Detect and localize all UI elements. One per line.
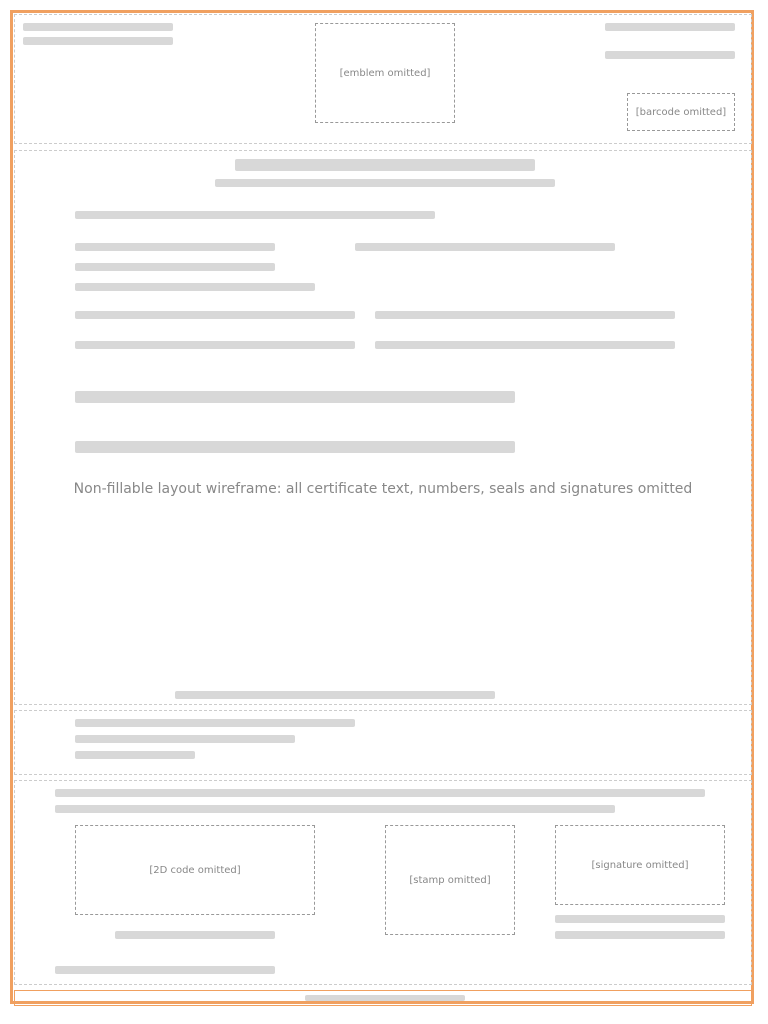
field-placeholder: [355, 243, 615, 251]
field-placeholder: [175, 691, 495, 699]
detail-line-placeholder: [75, 751, 195, 759]
detail-line-placeholder: [75, 719, 355, 727]
subtitle-placeholder: [215, 179, 555, 187]
bottom-strip: [14, 990, 752, 1006]
field-placeholder: [375, 311, 675, 319]
field-placeholder: [75, 283, 315, 291]
field-placeholder: [75, 211, 435, 219]
caption-placeholder: [555, 915, 725, 923]
qr-placeholder: [2D code omitted]: [75, 825, 315, 915]
header-section: [14, 14, 752, 144]
header-text-placeholder: [605, 23, 735, 31]
details-section: [14, 710, 752, 775]
field-placeholder: [375, 341, 675, 349]
wireframe-note: Non-fillable layout wireframe: all certificate text, numbers, seals and signatures omitted: [73, 481, 693, 497]
caption-placeholder: [115, 931, 275, 939]
footer-text-placeholder: [305, 995, 465, 1001]
field-placeholder: [75, 263, 275, 271]
header-text-placeholder: [23, 37, 173, 45]
record-line-placeholder: [75, 391, 515, 403]
detail-line-placeholder: [75, 735, 295, 743]
barcode-placeholder: [barcode omitted]: [627, 93, 735, 131]
record-line-placeholder: [75, 441, 515, 453]
body-section: [14, 150, 752, 705]
field-placeholder: [75, 341, 355, 349]
code-line-placeholder: [55, 966, 275, 974]
header-text-placeholder: [605, 51, 735, 59]
crest-placeholder: [emblem omitted]: [315, 23, 455, 123]
field-placeholder: [75, 311, 355, 319]
footer-section: [14, 780, 752, 985]
header-text-placeholder: [23, 23, 173, 31]
stamp-placeholder: [stamp omitted]: [385, 825, 515, 935]
notice-line-placeholder: [55, 805, 615, 813]
caption-placeholder: [555, 931, 725, 939]
title-placeholder: [235, 159, 535, 171]
field-placeholder: [75, 243, 275, 251]
notice-line-placeholder: [55, 789, 705, 797]
signature-placeholder: [signature omitted]: [555, 825, 725, 905]
